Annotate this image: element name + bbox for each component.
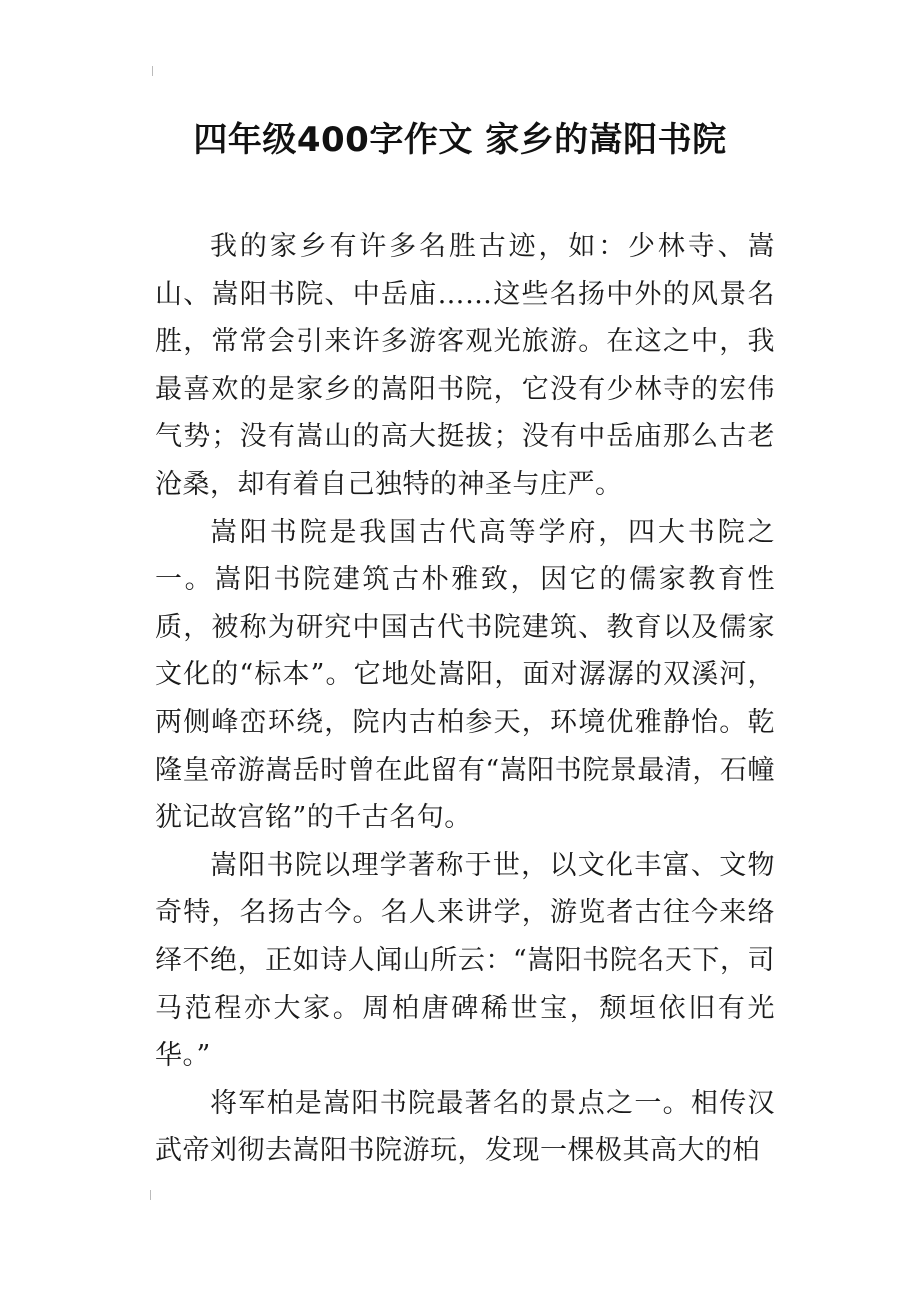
- paragraph: 我的家乡有许多名胜古迹，如：少林寺、嵩山、嵩阳书院、中岳庙……这些名扬中外的风景名胜，常常会引来许多游客观光旅游。在这之中，我最喜欢的是家乡的嵩阳书院，它没有少林寺的宏伟气势；没有嵩山的高大挺拔；没有中岳庙那么古老沧桑，却有着自己独特的神圣与庄严。: [155, 231, 775, 500]
- paragraph: 嵩阳书院以理学著称于世，以文化丰富、文物奇特，名扬古今。名人来讲学，游览者古往今来络绎不绝，正如诗人闻山所云：“嵩阳书院名天下，司马范程亦大家。周柏唐碑稀世宝，颓垣依旧有光华。”: [155, 849, 775, 1072]
- page-title: 四年级400字作文 家乡的嵩阳书院: [193, 120, 727, 160]
- paragraph: 将军柏是嵩阳书院最著名的景点之一。相传汉武帝刘彻去嵩阳书院游玩，发现一棵极其高大的柏: [155, 1087, 775, 1167]
- paragraph: 嵩阳书院是我国古代高等学府，四大书院之一。嵩阳书院建筑古朴雅致，因它的儒家教育性质，被称为研究中国古代书院建筑、教育以及儒家文化的“标本”。它地处嵩阳，面对潺潺的双溪河，两侧峰峦环绕，院内古柏参天，环境优雅静怡。乾隆皇帝游嵩岳时曾在此留有“嵩阳书院景最清，石幢犹记故宫铭”的千古名句。: [155, 516, 775, 834]
- page-corner-mark: [150, 1190, 155, 1200]
- page-corner-mark: [152, 66, 157, 76]
- article-body: [155, 223, 775, 1175]
